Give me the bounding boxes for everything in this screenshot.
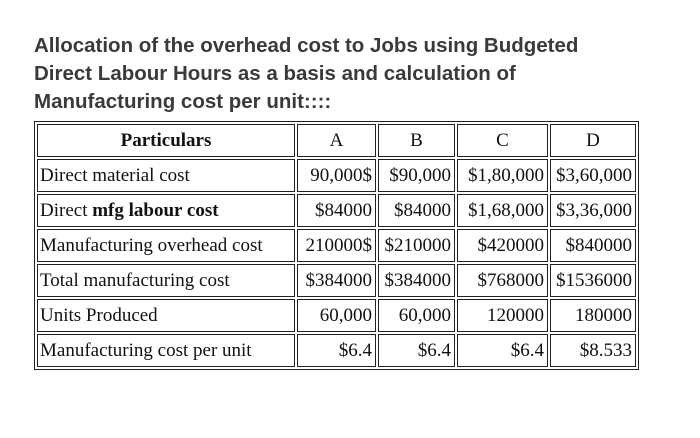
header-job-a: A [297, 124, 376, 157]
header-job-c: C [457, 124, 548, 157]
header-job-b: B [378, 124, 455, 157]
table-cell: $210000 [378, 229, 455, 262]
row-label-overhead: Manufacturing overhead cost [37, 229, 295, 262]
table-row [37, 159, 636, 192]
table-cell: $1,80,000 [457, 159, 548, 192]
table-cell: 180000 [550, 299, 636, 332]
table-cell: $3,60,000 [550, 159, 636, 192]
table-cell: 90,000$ [297, 159, 376, 192]
table-row [37, 229, 636, 262]
table-row [37, 264, 636, 297]
table-row [37, 194, 636, 227]
table-cell: $840000 [550, 229, 636, 262]
cost-table [34, 121, 639, 370]
table-cell: $420000 [457, 229, 548, 262]
title-line: Allocation of the overhead cost to Jobs using Budgeted [34, 34, 579, 57]
header-particulars: Particulars [37, 124, 295, 157]
table-cell: $384000 [297, 264, 376, 297]
table-cell: $6.4 [297, 334, 376, 367]
table-cell: 60,000 [378, 299, 455, 332]
table-cell: $90,000 [378, 159, 455, 192]
page-title [34, 32, 674, 116]
table-cell: $84000 [378, 194, 455, 227]
table-header-row [37, 124, 636, 157]
label-plain-part: Direct [40, 199, 93, 221]
table-cell: $84000 [297, 194, 376, 227]
row-label-cost-per-unit: Manufacturing cost per unit [37, 334, 295, 367]
table-row [37, 299, 636, 332]
table-cell: $768000 [457, 264, 548, 297]
table-cell: $1536000 [550, 264, 636, 297]
table-cell: $8.533 [550, 334, 636, 367]
table-cell: 120000 [457, 299, 548, 332]
row-label-direct-labour [37, 194, 295, 227]
table-cell: $3,36,000 [550, 194, 636, 227]
table-cell: 60,000 [297, 299, 376, 332]
table-cell: $6.4 [457, 334, 548, 367]
table-cell: $6.4 [378, 334, 455, 367]
row-label-total: Total manufacturing cost [37, 264, 295, 297]
title-line: Manufacturing cost per unit:::: [34, 90, 332, 113]
header-job-d: D [550, 124, 636, 157]
row-label-direct-material: Direct material cost [37, 159, 295, 192]
table-cell: $1,68,000 [457, 194, 548, 227]
row-label-units: Units Produced [37, 299, 295, 332]
table-cell: 210000$ [297, 229, 376, 262]
title-line: Direct Labour Hours as a basis and calculation of [34, 62, 516, 85]
table-cell: $384000 [378, 264, 455, 297]
table-row [37, 334, 636, 367]
label-bold-part: mfg labour cost [92, 199, 219, 221]
